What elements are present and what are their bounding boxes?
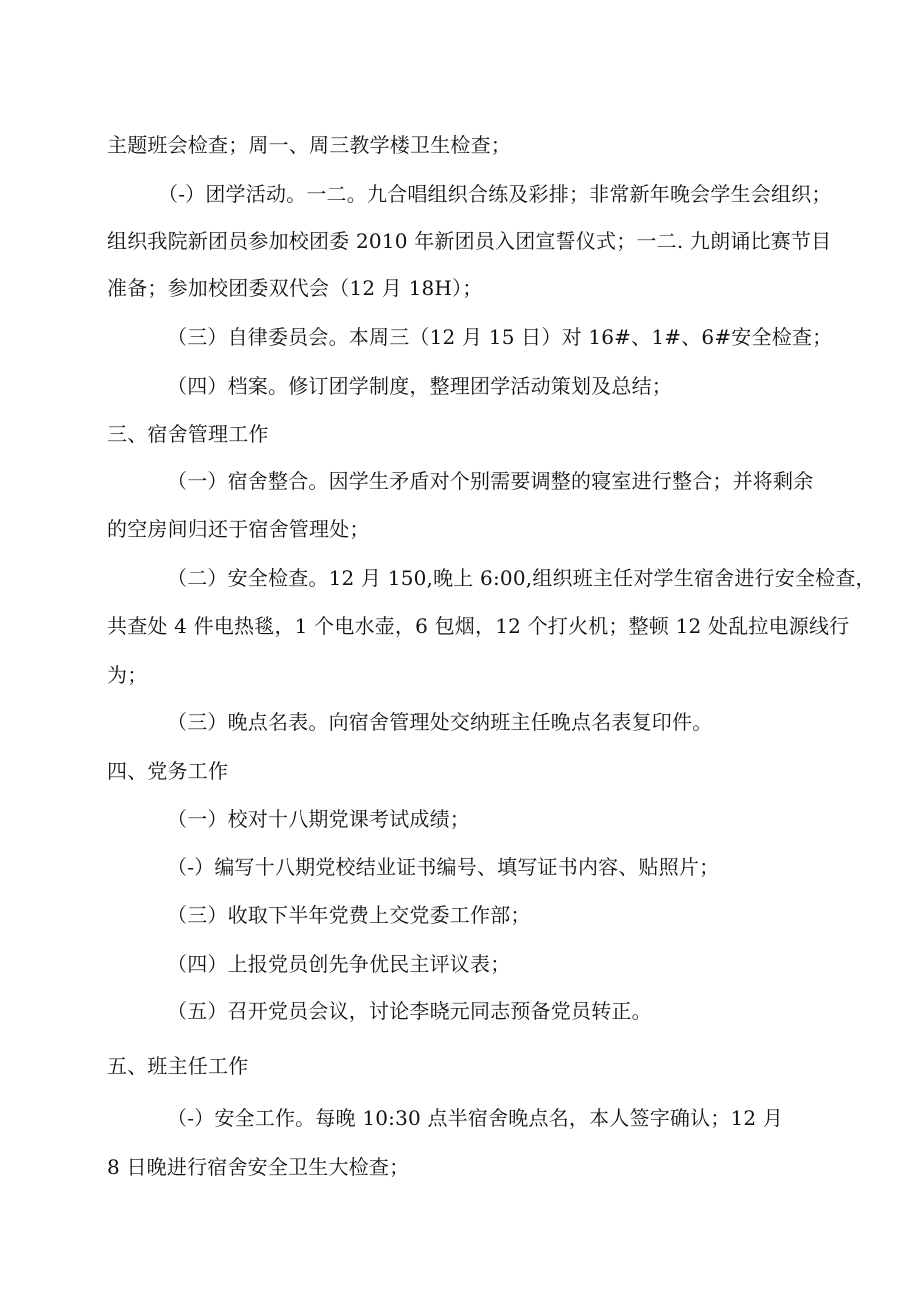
paragraph-line: 组织我院新团员参加校团委 2010 年新团员入团宣誓仪式；一二. 九朗诵比赛节目 [107, 229, 832, 253]
paragraph-line: 8 日晚进行宿舍安全卫生大检查； [107, 1155, 410, 1179]
paragraph-line: 为； [107, 663, 148, 687]
paragraph-line: （三）自律委员会。本周三（12 月 15 日）对 16#、1#、6#安全检查； [167, 325, 833, 349]
paragraph-line: （一）校对十八期党课考试成绩； [167, 807, 470, 831]
section-heading: 五、班主任工作 [107, 1054, 249, 1078]
section-heading: 三、宿舍管理工作 [107, 422, 269, 446]
paragraph-line: （四）上报党员创先争优民主评议表； [167, 952, 511, 976]
paragraph-line: （-）团学活动。一二。九合唱组织合练及彩排；非常新年晚会学生会组织； [158, 182, 832, 206]
paragraph-line: （-）安全工作。每晚 10:30 点半宿舍晚点名，本人签字确认；12 月 [167, 1106, 784, 1130]
paragraph-line: 准备；参加校团委双代会（12 月 18H）； [107, 276, 483, 300]
paragraph-line: （五）召开党员会议，讨论李晓元同志预备党员转正。 [167, 999, 652, 1023]
paragraph-line: （三）晚点名表。向宿舍管理处交纳班主任晚点名表复印件。 [167, 710, 713, 734]
section-heading: 四、党务工作 [107, 759, 229, 783]
paragraph-line: （一）宿舍整合。因学生矛盾对个别需要调整的寝室进行整合；并将剩余 [167, 469, 814, 493]
paragraph-line: 的空房间归还于宿舍管理处； [107, 517, 370, 541]
paragraph-line: （二）安全检查。12 月 150,晚上 6:00,组织班主任对学生宿舍进行安全检查， [167, 566, 876, 590]
paragraph-line: 主题班会检查；周一、周三教学楼卫生检查； [107, 133, 511, 157]
paragraph-line: 共查处 4 件电热毯，1 个电水壶，6 包烟，12 个打火机；整顿 12 处乱拉电源线行 [107, 614, 850, 638]
paragraph-line: （四）档案。修订团学制度，整理团学活动策划及总结； [167, 374, 672, 398]
paragraph-line: （三）收取下半年党费上交党委工作部； [167, 903, 531, 927]
paragraph-line: （-）编写十八期党校结业证书编号、填写证书内容、贴照片； [167, 855, 720, 879]
